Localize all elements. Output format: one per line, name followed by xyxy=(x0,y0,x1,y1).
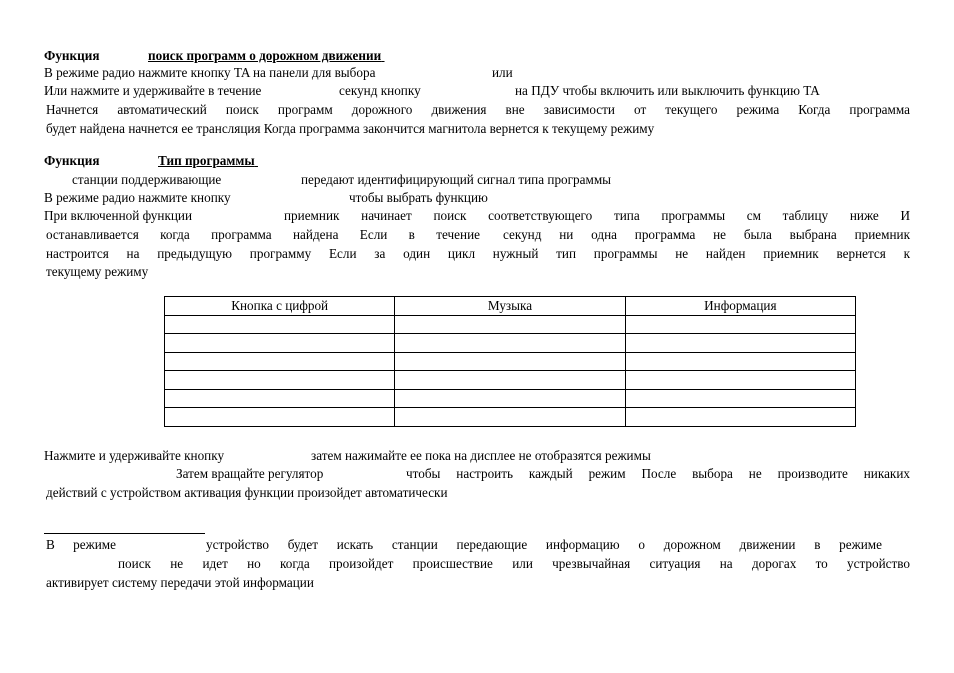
table-cell xyxy=(625,352,855,371)
table-row xyxy=(165,315,856,334)
table-cell xyxy=(625,334,855,353)
section-heading-pty xyxy=(44,153,258,169)
text-span: затем нажимайте ее пока на дисплее не отобразятся режимы xyxy=(311,448,651,463)
text-span: устройство будет искать станции передающие информацию о дорожном движении в режиме xyxy=(206,537,882,552)
table-cell xyxy=(395,315,625,334)
text-span: станции поддерживающие xyxy=(72,172,222,187)
paragraph-line: Начнется автоматический поиск программ дорожного движения вне зависимости от текущего режима Когда программа xyxy=(46,102,910,117)
table-row xyxy=(165,371,856,390)
text-span: секунд ни одна программа не была выбрана приемник xyxy=(503,227,910,242)
text-span: на ПДУ чтобы включить или выключить функцию TA xyxy=(515,83,820,98)
paragraph-line xyxy=(44,190,488,206)
column-header: Музыка xyxy=(395,297,625,316)
divider-line xyxy=(44,533,205,534)
table-row xyxy=(165,334,856,353)
paragraph-line: будет найдена начнется ее трансляция Когда программа закончится магнитола вернется к текущему режиму xyxy=(46,121,655,136)
text-span: останавливается когда программа найдена Если в течение xyxy=(46,227,480,242)
text-span: секунд кнопку xyxy=(339,83,421,98)
paragraph-line: текущему режиму xyxy=(46,264,149,279)
table-cell xyxy=(165,408,395,427)
table-cell xyxy=(395,371,625,390)
text-span: Нажмите и удерживайте кнопку xyxy=(44,448,225,463)
table-header-row xyxy=(165,297,856,316)
table-row xyxy=(165,389,856,408)
heading-title: Тип программы xyxy=(158,153,255,168)
paragraph-line: активирует систему передачи этой информации xyxy=(46,575,314,590)
program-type-table xyxy=(164,296,856,427)
heading-label: Функция xyxy=(44,48,100,63)
heading-title: поиск программ о дорожном движении xyxy=(148,48,382,63)
table-cell xyxy=(395,389,625,408)
table-cell xyxy=(395,352,625,371)
paragraph-line xyxy=(44,208,910,224)
table-cell xyxy=(165,334,395,353)
text-span: В режиме радио нажмите кнопку xyxy=(44,190,231,205)
text-span: чтобы выбрать функцию xyxy=(349,190,488,205)
paragraph-line: настроится на предыдущую программу Если за один цикл нужный тип программы не найден приемник вернется к xyxy=(46,246,910,261)
text-span: Затем вращайте регулятор xyxy=(176,466,324,481)
section-heading-ta xyxy=(44,48,385,64)
text-span: передают идентифицирующий сигнал типа программы xyxy=(301,172,612,187)
table-cell xyxy=(165,389,395,408)
table-cell xyxy=(165,352,395,371)
text-span: При включенной функции xyxy=(44,208,193,223)
table-cell xyxy=(625,315,855,334)
table-cell xyxy=(395,408,625,427)
paragraph-line xyxy=(44,65,513,81)
text-span: Или нажмите и удерживайте в течение xyxy=(44,83,262,98)
text-span: или xyxy=(492,65,513,80)
text-span: чтобы настроить каждый режим После выбора не производите никаких xyxy=(406,466,910,481)
column-header: Информация xyxy=(625,297,855,316)
table-row xyxy=(165,352,856,371)
paragraph-line: поиск не идет но когда произойдет происшествие или чрезвычайная ситуация на дорогах то устройство xyxy=(118,556,910,571)
paragraph-line xyxy=(44,448,651,464)
table-cell xyxy=(165,315,395,334)
table-cell xyxy=(165,371,395,390)
column-header: Кнопка с цифрой xyxy=(165,297,395,316)
table-cell xyxy=(395,334,625,353)
paragraph-line xyxy=(72,172,612,188)
table-cell xyxy=(625,371,855,390)
text-span: В режиме xyxy=(46,537,116,552)
table-row xyxy=(165,408,856,427)
paragraph-line: действий с устройством активация функции произойдет автоматически xyxy=(46,485,448,500)
text-span: приемник начинает поиск соответствующего типа программы см таблицу ниже И xyxy=(284,208,910,223)
text-span: В режиме радио нажмите кнопку TA на панели для выбора xyxy=(44,65,376,80)
table-cell xyxy=(625,389,855,408)
table-cell xyxy=(625,408,855,427)
heading-label: Функция xyxy=(44,153,100,168)
paragraph-line xyxy=(44,83,910,99)
